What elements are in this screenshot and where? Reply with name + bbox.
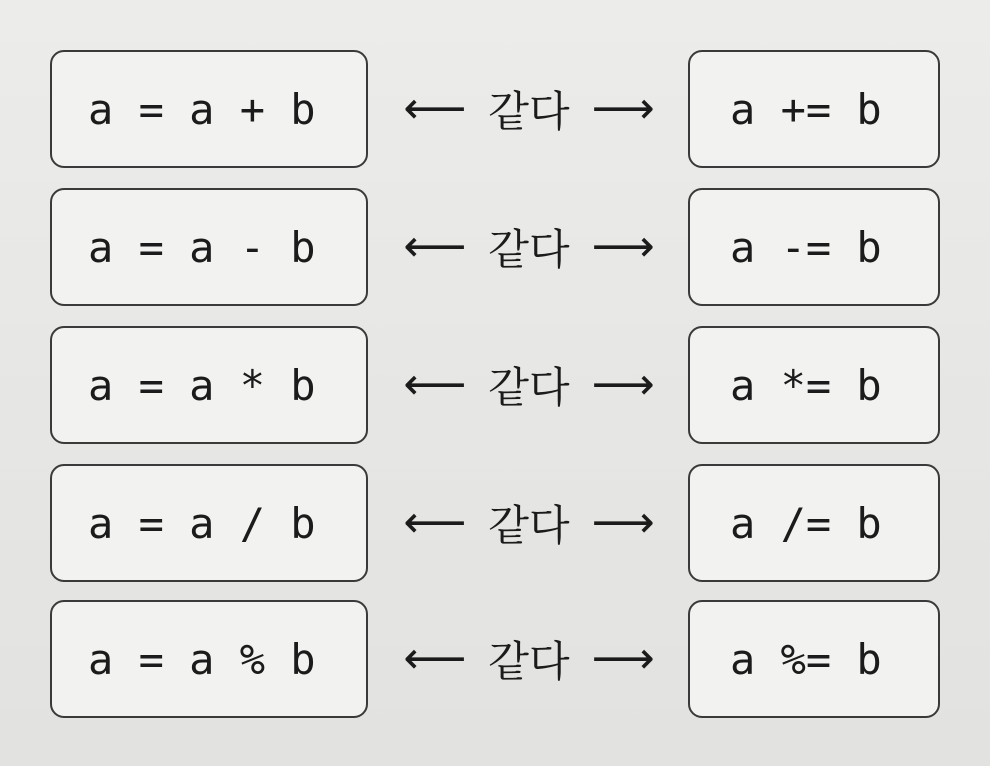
long-form-expression-box [50,50,368,168]
left-arrow-icon: ⟵ [403,83,467,134]
long-form-expression-box [50,326,368,444]
equivalence-row-subtract [0,188,990,308]
long-form-expression: a = a * b [88,360,316,410]
right-arrow-icon: ⟶ [591,497,655,548]
equivalence-row-modulo [0,600,990,720]
compound-assignment-expression: a %= b [730,634,882,684]
equivalence-relation [374,600,684,718]
compound-assignment-expression: a -= b [730,222,882,272]
equivalence-row-multiply [0,326,990,446]
right-arrow-icon: ⟶ [591,83,655,134]
equivalence-relation [374,50,684,168]
left-arrow-icon: ⟵ [403,633,467,684]
long-form-expression: a = a + b [88,84,316,134]
compound-assignment-box [688,188,940,306]
compound-assignment-box [688,464,940,582]
left-arrow-icon: ⟵ [403,359,467,410]
compound-assignment-box [688,326,940,444]
equivalence-relation [374,464,684,582]
equivalence-label: 같다 [488,501,570,550]
long-form-expression: a = a - b [88,222,316,272]
left-arrow-icon: ⟵ [403,221,467,272]
equivalence-label: 같다 [488,225,570,274]
long-form-expression-box [50,188,368,306]
long-form-expression-box [50,600,368,718]
compound-assignment-expression: a /= b [730,498,882,548]
compound-assignment-box [688,50,940,168]
equivalence-relation [374,326,684,444]
equivalence-row-add [0,50,990,170]
compound-assignment-box [688,600,940,718]
compound-assignment-expression: a *= b [730,360,882,410]
compound-assignment-expression: a += b [730,84,882,134]
long-form-expression: a = a % b [88,634,316,684]
equivalence-relation [374,188,684,306]
equivalence-row-divide [0,464,990,584]
left-arrow-icon: ⟵ [403,497,467,548]
long-form-expression-box [50,464,368,582]
right-arrow-icon: ⟶ [591,359,655,410]
right-arrow-icon: ⟶ [591,221,655,272]
equivalence-label: 같다 [488,87,570,136]
right-arrow-icon: ⟶ [591,633,655,684]
long-form-expression: a = a / b [88,498,316,548]
equivalence-label: 같다 [488,637,570,686]
equivalence-label: 같다 [488,363,570,412]
